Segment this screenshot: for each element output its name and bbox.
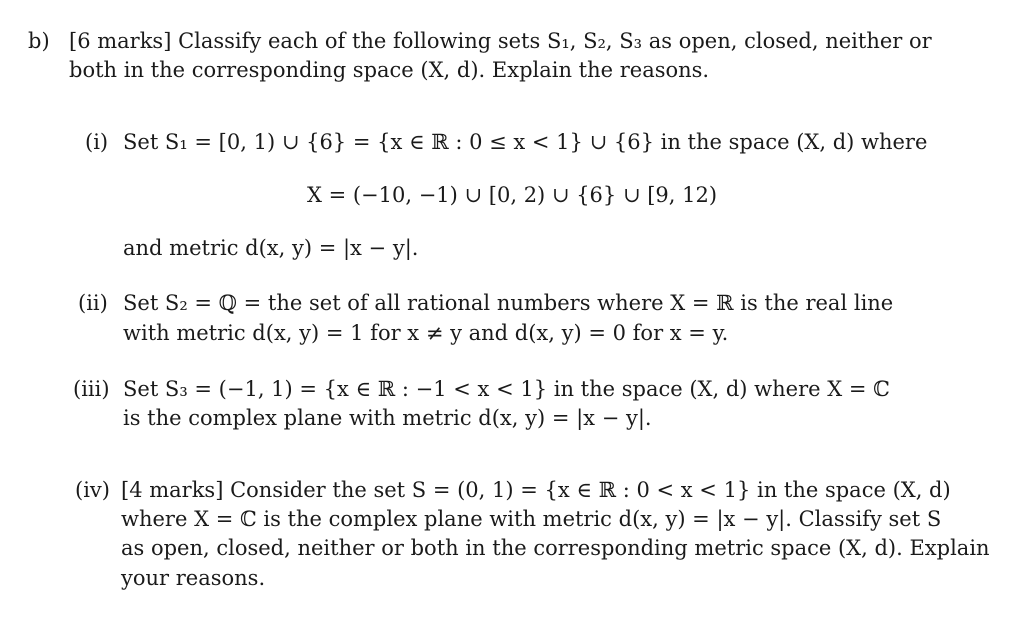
part-ii-text-line-2: with metric d(x, y) = 1 for x ≠ y and d(x, y) = 0 for x = y. [123, 321, 729, 345]
part-iii-label: (iii) [73, 377, 110, 401]
part-iv-label: (iv) [75, 478, 110, 502]
part-i-display-equation: X = (−10, −1) ∪ [0, 2) ∪ {6} ∪ [9, 12) [306, 183, 718, 207]
question-text-line-2: both in the corresponding space (X, d). Explain the reasons. [69, 58, 710, 82]
question-text-line-1: [6 marks] Classify each of the following sets S₁, S₂, S₃ as open, closed, neither or [69, 29, 932, 53]
part-i-label: (i) [85, 130, 109, 154]
part-iii-text-line-1: Set S₃ = (−1, 1) = {x ∈ ℝ : −1 < x < 1} in the space (X, d) where X = ℂ [123, 377, 890, 401]
part-iv-text-line-4: your reasons. [121, 566, 266, 590]
part-iv-text-line-3: as open, closed, neither or both in the corresponding metric space (X, d). Explain [121, 536, 990, 560]
part-iv-text-line-2: where X = ℂ is the complex plane with metric d(x, y) = |x − y|. Classify set S [121, 507, 942, 531]
question-label: b) [28, 29, 50, 53]
part-ii-label: (ii) [78, 291, 108, 315]
part-i-text-after: and metric d(x, y) = |x − y|. [123, 236, 419, 260]
part-iv-text-line-1: [4 marks] Consider the set S = (0, 1) = {x ∈ ℝ : 0 < x < 1} in the space (X, d) [121, 478, 951, 502]
part-i-text-line-1: Set S₁ = [0, 1) ∪ {6} = {x ∈ ℝ : 0 ≤ x < 1} ∪ {6} in the space (X, d) where [123, 130, 928, 154]
part-ii-text-line-1: Set S₂ = ℚ = the set of all rational numbers where X = ℝ is the real line [123, 291, 894, 315]
part-iii-text-line-2: is the complex plane with metric d(x, y) = |x − y|. [123, 406, 652, 430]
